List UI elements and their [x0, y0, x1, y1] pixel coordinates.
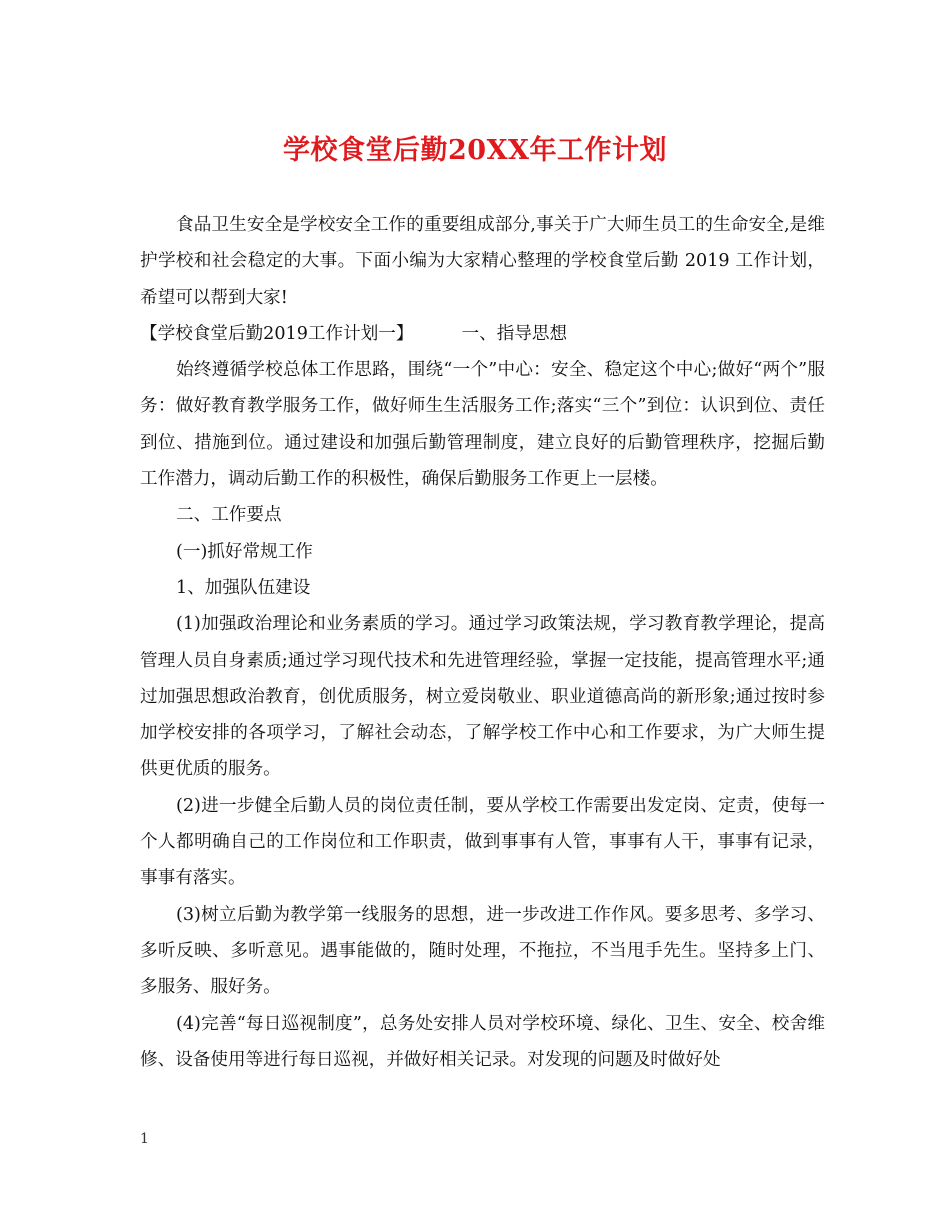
- intro-paragraph: 食品卫生安全是学校安全工作的重要组成部分,事关于广大师生员工的生命安全,是维护学校和社会稳定的大事。下面小编为大家精心整理的学校食堂后勤 2019 工作计划，希望可以帮到大家!: [140, 215, 825, 308]
- item-2-paragraph: (2)进一步健全后勤人员的岗位责任制，要从学校工作需要出发定岗、定责，使每一个人都明确自己的工作岗位和工作职责，做到事事有人管，事事有人干，事事有记录，事事有落实。: [140, 795, 825, 889]
- guiding-ideology-paragraph: 始终遵循学校总体工作思路，围绕“一个”中心：安全、稳定这个中心;做好“两个”服务：做好教育教学服务工作，做好师生生活服务工作;落实“三个”到位：认识到位、责任到位、措施到位。通过建设和加强后勤管理制度，建立良好的后勤管理秩序，挖掘后勤工作潜力，调动后勤工作的积极性，确保后勤服务工作更上一层楼。: [140, 360, 825, 490]
- item-1-paragraph: (1)加强政治理论和业务素质的学习。通过学习政策法规，学习教育教学理论，提高管理人员自身素质;通过学习现代技术和先进管理经验，掌握一定技能，提高管理水平;通过加强思想政治教育，创优质服务，树立爱岗敬业、职业道德高尚的新形象;通过按时参加学校安排的各项学习，了解社会动态，了解学校工作中心和工作要求，为广大师生提供更优质的服务。: [140, 614, 825, 780]
- item-3-paragraph: (3)树立后勤为教学第一线服务的思想，进一步改进工作作风。要多思考、多学习、多听反映、多听意见。遇事能做的，随时处理，不拖拉，不当甩手先生。坚持多上门、多服务、服好务。: [140, 904, 825, 998]
- work-points-heading: 二、工作要点: [176, 505, 282, 526]
- item-4-paragraph: (4)完善“每日巡视制度”，总务处安排人员对学校环境、绿化、卫生、安全、校舍维修、设备使用等进行每日巡视，并做好相关记录。对发现的问题及时做好处: [140, 1013, 825, 1070]
- plan-heading: 【学校食堂后勤2019工作计划一】: [140, 323, 414, 344]
- page-number: 1: [140, 1131, 149, 1147]
- section-heading-line: [140, 316, 825, 352]
- document-title: 学校食堂后勤20XX年工作计划: [283, 135, 667, 166]
- team-building-heading: 1、加强队伍建设: [176, 577, 311, 598]
- routine-work-heading: (一)抓好常规工作: [176, 541, 313, 562]
- document-body: [140, 207, 825, 1078]
- guiding-ideology-heading: 一、指导思想: [461, 323, 568, 344]
